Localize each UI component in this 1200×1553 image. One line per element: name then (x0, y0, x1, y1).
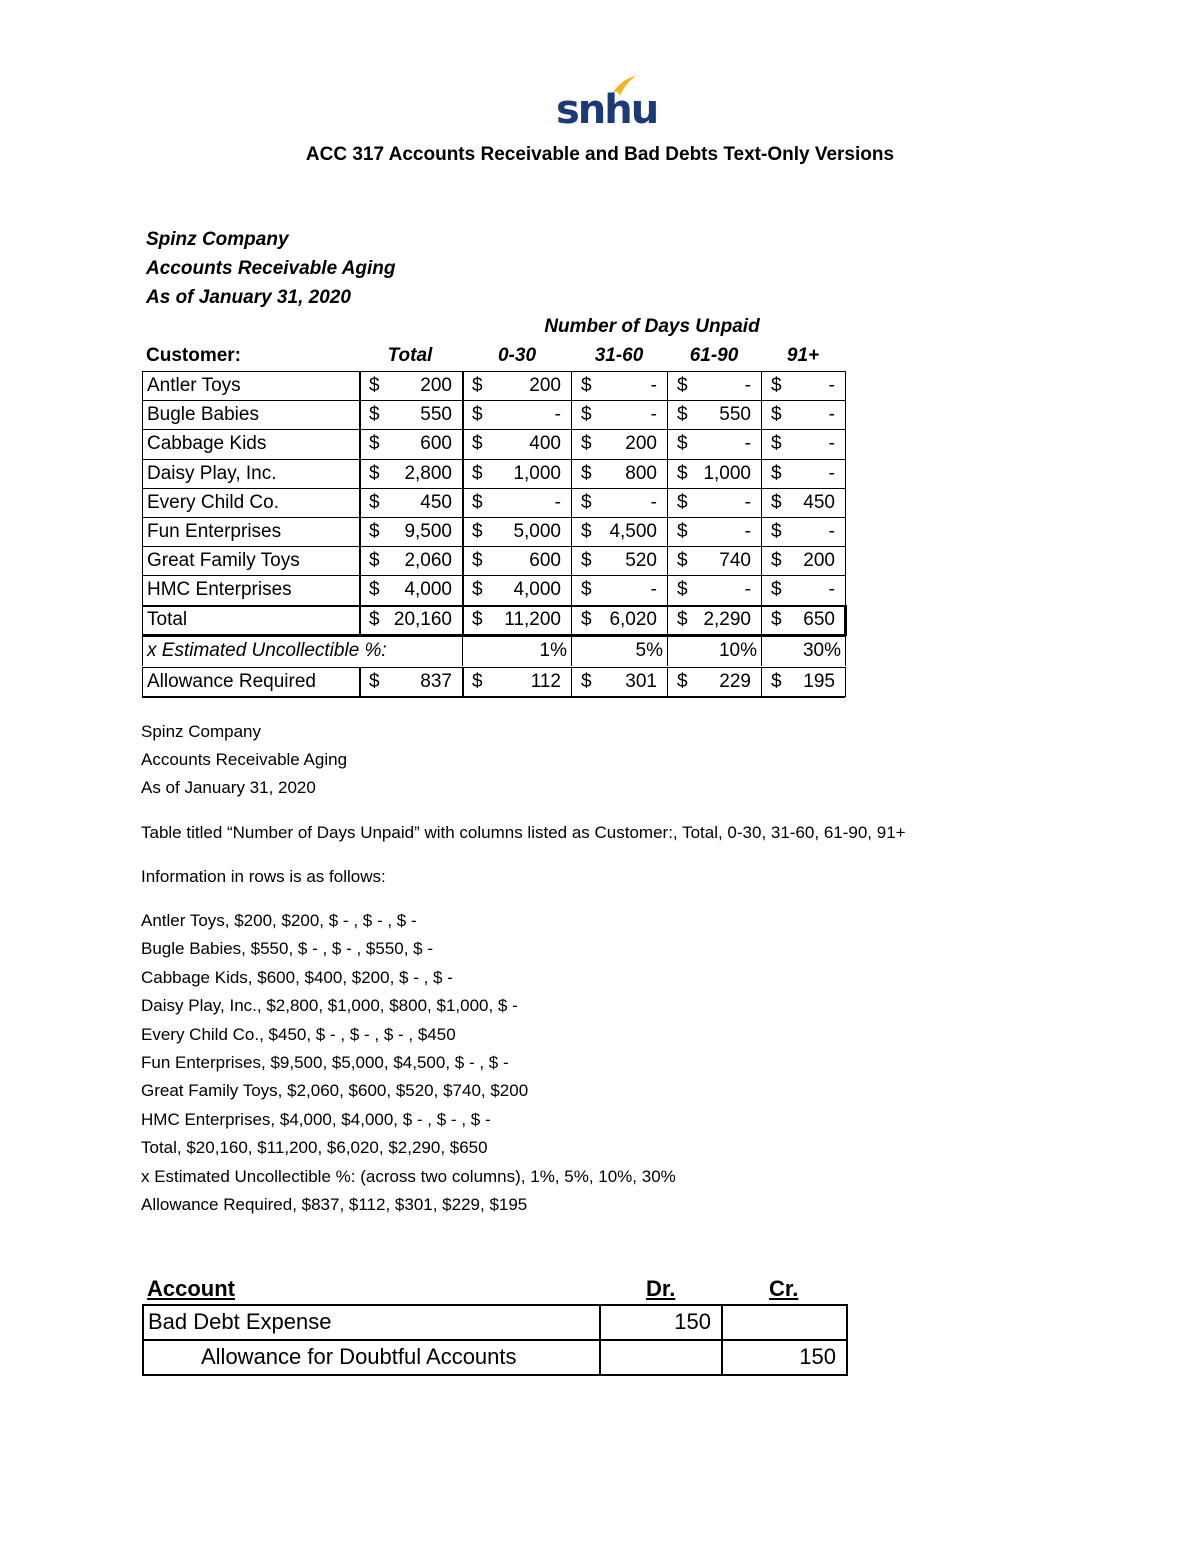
col-divider (761, 371, 762, 636)
text-line: Daisy Play, Inc., $2,800, $1,000, $800, $1,000, $ - (141, 996, 518, 1016)
group-header: Number of Days Unpaid (544, 316, 760, 337)
amount-cell: 600 (529, 550, 561, 572)
amount-cell: 2,800 (404, 462, 452, 484)
col-divider (359, 371, 361, 636)
amount-cell: - (828, 579, 835, 601)
amount-cell: 6,020 (609, 608, 657, 630)
col-divider (142, 667, 143, 697)
amount-cell: - (744, 433, 751, 455)
document-title: ACC 317 Accounts Receivable and Bad Debts Text-Only Versions (305, 144, 895, 165)
text-line: Bugle Babies, $550, $ - , $ - , $550, $ - (141, 939, 434, 959)
col-divider (571, 371, 572, 636)
amount-cell: 301 (625, 671, 657, 692)
amount-cell: - (650, 579, 657, 601)
currency-sign: $ (472, 404, 483, 426)
currency-sign: $ (369, 579, 380, 601)
col-divider (142, 636, 143, 666)
col-divider (142, 371, 143, 636)
amount-cell: 520 (625, 550, 657, 572)
col-header-61-90: 61-90 (689, 345, 739, 366)
amount-cell: 600 (420, 433, 452, 455)
col-divider (845, 371, 846, 636)
amount-cell: 2,060 (404, 550, 452, 572)
je-cr-amount: 150 (799, 1344, 836, 1369)
row-divider (142, 546, 845, 547)
row-divider (142, 634, 845, 636)
currency-sign: $ (771, 433, 782, 455)
text-company: Spinz Company (141, 722, 262, 741)
amount-cell: 450 (803, 491, 835, 513)
amount-cell: 550 (420, 404, 452, 426)
col-divider (667, 371, 668, 636)
col-divider (667, 667, 668, 697)
text-line: x Estimated Uncollectible %: (across two columns), 1%, 5%, 10%, 30% (141, 1166, 676, 1186)
row-divider (142, 459, 845, 460)
col-divider (845, 636, 846, 666)
je-account: Bad Debt Expense (148, 1309, 332, 1334)
pct-cell: 5% (635, 639, 663, 661)
amount-cell: 450 (420, 491, 452, 513)
je-border (142, 1304, 144, 1376)
row-divider (142, 371, 845, 372)
currency-sign: $ (472, 550, 483, 572)
currency-sign: $ (677, 404, 688, 426)
currency-sign: $ (677, 550, 688, 572)
row-divider (142, 575, 845, 576)
amount-cell: 112 (530, 671, 561, 692)
currency-sign: $ (472, 462, 483, 484)
col-header-31-60: 31-60 (594, 345, 644, 366)
currency-sign: $ (369, 608, 380, 630)
currency-sign: $ (369, 550, 380, 572)
amount-cell: - (554, 404, 561, 426)
col-divider (761, 636, 762, 666)
amount-cell: - (744, 491, 751, 513)
currency-sign: $ (581, 550, 592, 572)
amount-cell: 200 (529, 375, 561, 396)
amount-cell: 740 (719, 550, 751, 572)
col-header-91-plus: 91+ (786, 345, 820, 366)
customer-name: Bugle Babies (147, 404, 259, 426)
text-line: Allowance Required, $837, $112, $301, $229, $195 (141, 1195, 528, 1214)
currency-sign: $ (677, 491, 688, 513)
currency-sign: $ (369, 491, 380, 513)
currency-sign: $ (771, 521, 782, 542)
col-divider (359, 667, 361, 697)
customer-name: Great Family Toys (147, 550, 300, 572)
row-divider (142, 488, 845, 489)
amount-cell: - (744, 579, 751, 601)
customer-name: Every Child Co. (147, 491, 279, 513)
customer-name: Allowance Required (147, 671, 316, 692)
customer-name: Fun Enterprises (147, 521, 282, 542)
text-line: Every Child Co., $450, $ - , $ - , $ - , $450 (141, 1024, 456, 1044)
amount-cell: - (744, 521, 751, 542)
currency-sign: $ (581, 671, 592, 692)
currency-sign: $ (369, 433, 380, 455)
amount-cell: - (828, 433, 835, 455)
text-line: Great Family Toys, $2,060, $600, $520, $740, $200 (141, 1081, 529, 1101)
pct-cell: 30% (802, 639, 841, 661)
amount-cell: - (744, 375, 751, 396)
currency-sign: $ (771, 491, 782, 513)
amount-cell: 20,160 (393, 608, 452, 630)
amount-cell: 1,000 (513, 462, 561, 484)
amount-cell: 4,500 (609, 521, 657, 542)
amount-cell: - (828, 375, 835, 396)
je-account: Allowance for Doubtful Accounts (201, 1344, 517, 1369)
currency-sign: $ (581, 521, 592, 542)
amount-cell: 2,290 (703, 608, 751, 630)
je-dr-amount: 150 (674, 1309, 711, 1334)
amount-cell: 4,000 (513, 579, 561, 601)
col-divider (571, 667, 572, 697)
currency-sign: $ (771, 404, 782, 426)
col-divider (761, 667, 762, 697)
currency-sign: $ (677, 671, 688, 692)
row-divider (142, 400, 845, 401)
currency-sign: $ (771, 671, 782, 692)
row-divider (142, 667, 845, 668)
col-divider (462, 636, 463, 666)
pct-cell: 10% (718, 639, 757, 661)
amount-cell: - (650, 404, 657, 426)
currency-sign: $ (677, 462, 688, 484)
currency-sign: $ (369, 404, 380, 426)
currency-sign: $ (771, 550, 782, 572)
currency-sign: $ (771, 375, 782, 396)
amount-cell: 1,000 (703, 462, 751, 484)
amount-cell: - (650, 491, 657, 513)
text-line: HMC Enterprises, $4,000, $4,000, $ - , $ - , $ - (141, 1109, 491, 1129)
col-divider (462, 371, 464, 636)
currency-sign: $ (472, 433, 483, 455)
amount-cell: 11,200 (504, 608, 561, 630)
row-divider (142, 517, 845, 518)
col-divider (571, 636, 572, 666)
amount-cell: 800 (625, 462, 657, 484)
currency-sign: $ (677, 375, 688, 396)
total-border (844, 605, 847, 636)
amount-cell: 650 (803, 608, 835, 630)
currency-sign: $ (369, 462, 380, 484)
amount-cell: - (554, 491, 561, 513)
text-date: As of January 31, 2020 (141, 778, 316, 797)
je-border (846, 1304, 848, 1376)
currency-sign: $ (369, 521, 380, 542)
amount-cell: 229 (719, 671, 751, 692)
currency-sign: $ (677, 521, 688, 542)
currency-sign: $ (472, 375, 483, 396)
customer-name: Cabbage Kids (147, 433, 267, 455)
amount-cell: 400 (529, 433, 561, 455)
snhu-logo (556, 74, 658, 134)
currency-sign: $ (472, 671, 483, 692)
amount-cell: 200 (625, 433, 657, 455)
amount-cell: 5,000 (513, 521, 561, 542)
col-header-total: Total (387, 345, 433, 366)
rows-intro: Information in rows is as follows: (141, 867, 386, 886)
je-border (142, 1374, 848, 1376)
pct-cell: 1% (539, 639, 567, 661)
currency-sign: $ (581, 491, 592, 513)
text-line: Cabbage Kids, $600, $400, $200, $ - , $ - (141, 967, 453, 987)
amount-cell: 195 (803, 671, 835, 692)
amount-cell: - (828, 404, 835, 426)
je-border (142, 1304, 848, 1306)
amount-cell: 200 (420, 375, 452, 396)
amount-cell: - (828, 462, 835, 484)
customer-name: Antler Toys (147, 375, 241, 396)
col-divider (462, 667, 464, 697)
amount-cell: 837 (420, 671, 452, 692)
currency-sign: $ (369, 375, 380, 396)
currency-sign: $ (472, 491, 483, 513)
currency-sign: $ (677, 433, 688, 455)
currency-sign: $ (771, 462, 782, 484)
currency-sign: $ (369, 671, 380, 692)
currency-sign: $ (472, 521, 483, 542)
uncollectible-pct-label: x Estimated Uncollectible %: (147, 639, 387, 661)
amount-cell: 550 (719, 404, 751, 426)
je-border (142, 1339, 848, 1341)
je-header-dr: Dr. (646, 1276, 676, 1301)
company-name: Spinz Company (146, 229, 289, 250)
col-header-0-30: 0-30 (497, 345, 537, 366)
je-header-account: Account (147, 1276, 235, 1301)
currency-sign: $ (581, 433, 592, 455)
report-name: Accounts Receivable Aging (146, 258, 396, 279)
customer-name: Daisy Play, Inc. (147, 462, 277, 484)
row-divider (142, 636, 845, 637)
row-divider (142, 605, 845, 607)
report-date: As of January 31, 2020 (146, 287, 351, 308)
row-divider (142, 696, 845, 698)
col-header-customer: Customer: (146, 345, 242, 366)
currency-sign: $ (771, 608, 782, 630)
currency-sign: $ (581, 579, 592, 601)
text-line: Total, $20,160, $11,200, $6,020, $2,290, $650 (141, 1138, 488, 1158)
col-divider (845, 667, 846, 697)
currency-sign: $ (581, 462, 592, 484)
currency-sign: $ (581, 404, 592, 426)
col-divider (667, 636, 668, 666)
amount-cell: - (828, 521, 835, 542)
amount-cell: 4,000 (404, 579, 452, 601)
currency-sign: $ (771, 579, 782, 601)
currency-sign: $ (581, 608, 592, 630)
customer-name: Total (147, 608, 188, 630)
text-report: Accounts Receivable Aging (141, 750, 348, 769)
logo-wordmark: snhu (556, 87, 658, 133)
amount-cell: 200 (803, 550, 835, 572)
amount-cell: 9,500 (404, 521, 452, 542)
amount-cell: - (650, 375, 657, 396)
customer-name: HMC Enterprises (147, 579, 292, 601)
table-description: Table titled “Number of Days Unpaid” with columns listed as Customer:, Total, 0-30, 31-60, 61-90, 91+ (141, 823, 906, 842)
currency-sign: $ (677, 579, 688, 601)
text-line: Fun Enterprises, $9,500, $5,000, $4,500, $ - , $ - (141, 1053, 509, 1072)
currency-sign: $ (677, 608, 688, 630)
currency-sign: $ (581, 375, 592, 396)
row-divider (142, 429, 845, 430)
currency-sign: $ (472, 608, 483, 630)
currency-sign: $ (472, 579, 483, 601)
je-header-cr: Cr. (769, 1276, 799, 1301)
text-line: Antler Toys, $200, $200, $ - , $ - , $ - (141, 911, 417, 930)
